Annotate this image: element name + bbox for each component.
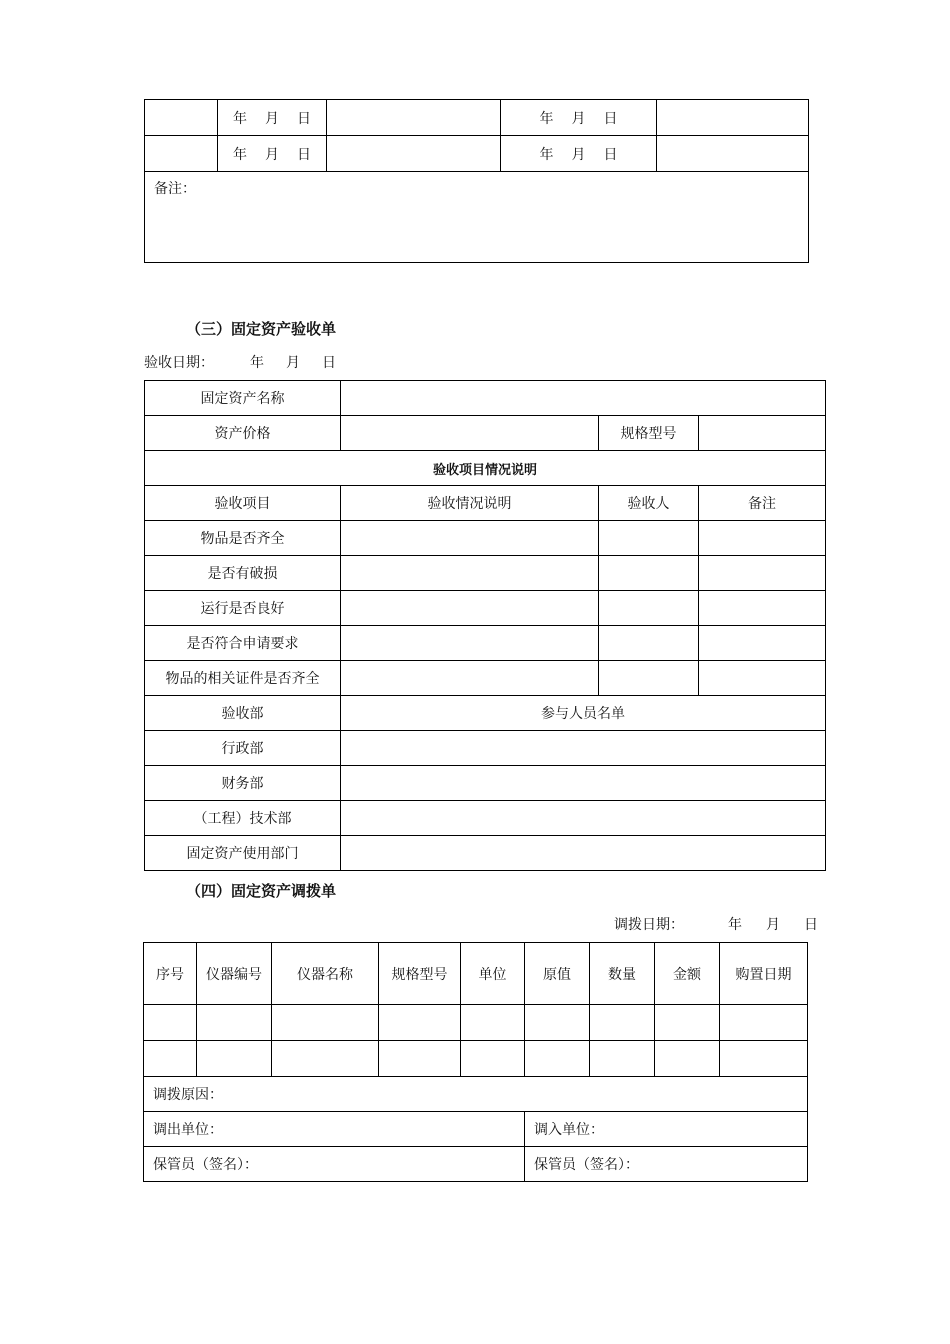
column-header: 数量 xyxy=(590,943,655,1005)
month-label: 月 xyxy=(286,355,300,371)
blank-cell xyxy=(599,521,699,556)
blank-cell xyxy=(720,1041,808,1077)
blank-cell xyxy=(272,1005,379,1041)
table-row xyxy=(144,1005,808,1041)
year-label: 年 xyxy=(250,355,264,371)
blank-cell xyxy=(341,556,599,591)
blank-cell xyxy=(590,1005,655,1041)
date-cell: 年 月 日 xyxy=(501,100,657,136)
column-header: 购置日期 xyxy=(720,943,808,1005)
column-header: 验收人 xyxy=(599,486,699,521)
table-row xyxy=(145,381,826,416)
keeper-out-label: 保管员（签名）： xyxy=(153,1157,258,1173)
date-cell: 年 月 日 xyxy=(218,136,327,172)
blank-cell xyxy=(145,136,218,172)
table-row xyxy=(145,626,826,661)
blank-cell xyxy=(590,1041,655,1077)
item-label: 运行是否良好 xyxy=(145,591,341,626)
blank-cell xyxy=(461,1041,525,1077)
blank-cell xyxy=(525,1005,590,1041)
blank-cell xyxy=(145,100,218,136)
keeper-out-cell xyxy=(144,1147,525,1182)
transfer-date-label: 调拨日期： xyxy=(614,917,684,933)
column-header: 序号 xyxy=(144,943,197,1005)
column-header: 原值 xyxy=(525,943,590,1005)
day-label: 日 xyxy=(322,355,336,371)
keeper-in-label: 保管员（签名）： xyxy=(534,1157,639,1173)
date-cell: 年 月 日 xyxy=(501,136,657,172)
column-header: 备注 xyxy=(699,486,826,521)
blank-cell xyxy=(341,521,599,556)
acceptance-table xyxy=(144,380,826,871)
in-unit-label: 调入单位： xyxy=(534,1122,604,1138)
asset-price-label: 资产价格 xyxy=(145,416,341,451)
table-row xyxy=(145,801,826,836)
item-label: 物品的相关证件是否齐全 xyxy=(145,661,341,696)
blank-cell xyxy=(720,1005,808,1041)
blank-cell xyxy=(599,556,699,591)
asset-name-label: 固定资产名称 xyxy=(145,381,341,416)
blank-cell xyxy=(341,801,826,836)
blank-cell xyxy=(379,1005,461,1041)
blank-cell xyxy=(341,836,826,871)
dept-label: 财务部 xyxy=(145,766,341,801)
table-row xyxy=(145,451,826,486)
blank-cell xyxy=(699,521,826,556)
table-row xyxy=(145,172,809,263)
table-row xyxy=(145,521,826,556)
item-label: 是否有破损 xyxy=(145,556,341,591)
blank-cell xyxy=(144,1005,197,1041)
table-row xyxy=(145,556,826,591)
column-header: 金额 xyxy=(655,943,720,1005)
items-header: 验收项目情况说明 xyxy=(145,451,826,486)
transfer-date-line xyxy=(614,914,818,934)
blank-cell xyxy=(197,1041,272,1077)
blank-cell xyxy=(699,661,826,696)
blank-cell xyxy=(144,1041,197,1077)
table-row xyxy=(145,731,826,766)
table-row xyxy=(144,1112,808,1147)
table-row xyxy=(144,1147,808,1182)
section4-title: （四）固定资产调拨单 xyxy=(186,882,337,900)
column-header: 仪器编号 xyxy=(197,943,272,1005)
table-row xyxy=(144,1077,808,1112)
table-row xyxy=(144,943,808,1005)
table-row xyxy=(145,486,826,521)
blank-cell xyxy=(699,626,826,661)
blank-cell xyxy=(525,1041,590,1077)
column-header: 规格型号 xyxy=(379,943,461,1005)
transfer-reason xyxy=(144,1077,808,1112)
column-header: 单位 xyxy=(461,943,525,1005)
blank-cell xyxy=(655,1041,720,1077)
blank-cell xyxy=(699,556,826,591)
asset-price-value xyxy=(341,416,599,451)
table-row xyxy=(145,696,826,731)
year-label: 年 xyxy=(728,917,742,933)
blank-cell xyxy=(657,136,809,172)
participants-header: 参与人员名单 xyxy=(341,696,826,731)
out-unit-cell xyxy=(144,1112,525,1147)
blank-cell xyxy=(657,100,809,136)
table-row xyxy=(145,766,826,801)
acceptance-date-line xyxy=(144,352,336,372)
dept-label: 行政部 xyxy=(145,731,341,766)
transfer-reason-label: 调拨原因： xyxy=(153,1087,223,1103)
table-row xyxy=(145,591,826,626)
table-row xyxy=(145,661,826,696)
spec-value xyxy=(699,416,826,451)
blank-cell xyxy=(341,591,599,626)
blank-cell xyxy=(599,626,699,661)
section3-title: （三）固定资产验收单 xyxy=(186,320,337,338)
item-label: 是否符合申请要求 xyxy=(145,626,341,661)
column-header: 验收情况说明 xyxy=(341,486,599,521)
blank-cell xyxy=(327,136,501,172)
blank-cell xyxy=(655,1005,720,1041)
blank-cell xyxy=(341,661,599,696)
table-row xyxy=(145,836,826,871)
item-label: 物品是否齐全 xyxy=(145,521,341,556)
blank-cell xyxy=(599,591,699,626)
blank-cell xyxy=(699,591,826,626)
blank-cell xyxy=(599,661,699,696)
remark-label: 备注： xyxy=(154,181,196,197)
in-unit-cell xyxy=(525,1112,808,1147)
blank-cell xyxy=(379,1041,461,1077)
table-row xyxy=(145,136,809,172)
blank-cell xyxy=(461,1005,525,1041)
asset-name-value xyxy=(341,381,826,416)
keeper-in-cell xyxy=(525,1147,808,1182)
blank-cell xyxy=(272,1041,379,1077)
column-header: 验收项目 xyxy=(145,486,341,521)
table-row xyxy=(145,416,826,451)
table-row xyxy=(144,1041,808,1077)
column-header: 仪器名称 xyxy=(272,943,379,1005)
transfer-table xyxy=(143,942,808,1182)
spec-label: 规格型号 xyxy=(599,416,699,451)
blank-cell xyxy=(341,731,826,766)
dept-label: 固定资产使用部门 xyxy=(145,836,341,871)
blank-cell xyxy=(341,626,599,661)
day-label: 日 xyxy=(804,917,818,933)
blank-cell xyxy=(327,100,501,136)
dept-label: （工程）技术部 xyxy=(145,801,341,836)
month-label: 月 xyxy=(766,917,780,933)
dept-header: 验收部 xyxy=(145,696,341,731)
remark-cell xyxy=(145,172,809,263)
table-row xyxy=(145,100,809,136)
acceptance-date-label: 验收日期： xyxy=(144,355,214,371)
blank-cell xyxy=(197,1005,272,1041)
top-continuation-table xyxy=(144,99,809,263)
out-unit-label: 调出单位： xyxy=(153,1122,223,1138)
blank-cell xyxy=(341,766,826,801)
date-cell: 年 月 日 xyxy=(218,100,327,136)
